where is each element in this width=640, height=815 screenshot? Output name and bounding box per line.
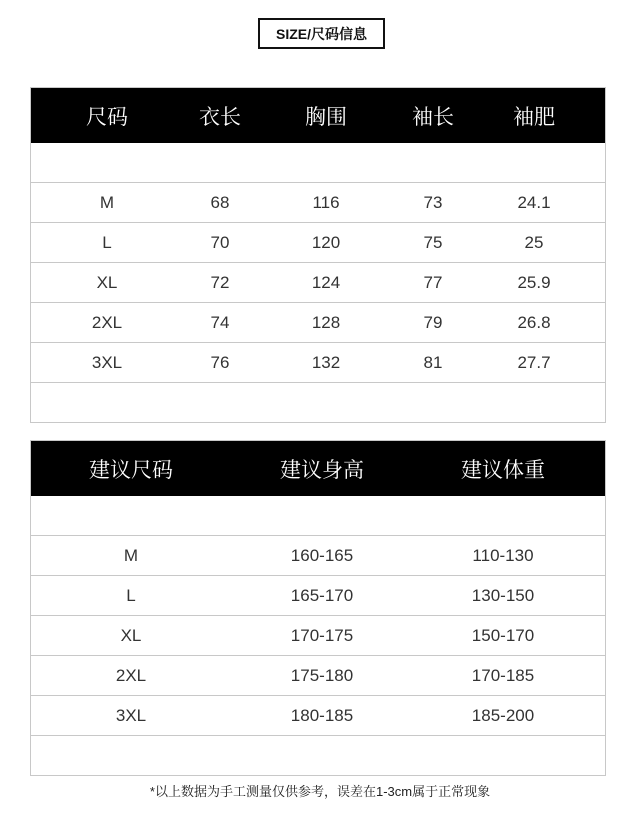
cell-chest: 132 [311, 352, 341, 372]
header-sleeve-length: 袖长 [412, 105, 454, 129]
size-table-header [31, 88, 605, 143]
cell-size: L [126, 585, 136, 605]
header-recommended-size: 建议尺码 [89, 458, 173, 482]
cell-length: 72 [210, 272, 230, 292]
cell-sleeve-width: 25.9 [517, 272, 551, 292]
cell-sleeve-length: 75 [423, 232, 443, 252]
cell-sleeve-width: 24.1 [517, 192, 551, 212]
cell-height: 165-170 [290, 585, 354, 605]
table-row [31, 182, 605, 222]
cell-sleeve-width: 25 [524, 232, 544, 252]
cell-size: L [102, 232, 112, 252]
cell-size: XL [96, 272, 118, 292]
cell-sleeve-length: 77 [423, 272, 443, 292]
table-row [31, 535, 605, 575]
cell-height: 170-175 [290, 625, 354, 645]
page-title: SIZE/尺码信息 [258, 18, 385, 49]
blank-row [31, 496, 605, 535]
cell-chest: 128 [311, 312, 341, 332]
cell-length: 70 [210, 232, 230, 252]
blank-row [31, 382, 605, 422]
table-row [31, 655, 605, 695]
cell-size: M [123, 545, 139, 565]
table-row [31, 575, 605, 615]
blank-row [31, 735, 605, 775]
table-row [31, 302, 605, 342]
cell-size: 3XL [91, 352, 123, 372]
table-row [31, 262, 605, 302]
cell-chest: 120 [311, 232, 341, 252]
cell-weight: 170-185 [471, 665, 535, 685]
cell-length: 68 [210, 192, 230, 212]
header-recommended-height: 建议身高 [280, 458, 364, 482]
table-row [31, 615, 605, 655]
cell-chest: 116 [312, 192, 340, 212]
table-row [31, 222, 605, 262]
cell-sleeve-width: 27.7 [517, 352, 551, 372]
cell-length: 74 [210, 312, 230, 332]
cell-size: XL [120, 625, 142, 645]
cell-size: 3XL [115, 705, 147, 725]
cell-sleeve-width: 26.8 [517, 312, 551, 332]
cell-size: 2XL [115, 665, 147, 685]
header-sleeve-width: 袖肥 [513, 105, 555, 129]
table-row [31, 342, 605, 382]
recommend-table-header [31, 441, 605, 496]
cell-length: 76 [210, 352, 230, 372]
cell-weight: 110-130 [472, 545, 534, 565]
cell-size: M [99, 192, 115, 212]
cell-size: 2XL [91, 312, 123, 332]
header-size: 尺码 [86, 105, 128, 129]
header-chest: 胸围 [305, 105, 347, 129]
blank-row [31, 143, 605, 182]
measurement-footnote: *以上数据为手工测量仅供参考，误差在1-3cm属于正常现象 [149, 784, 491, 799]
cell-chest: 124 [311, 272, 341, 292]
recommend-table [30, 440, 606, 776]
table-row [31, 695, 605, 735]
header-recommended-weight: 建议体重 [461, 458, 545, 482]
cell-sleeve-length: 81 [423, 352, 443, 372]
size-table [30, 87, 606, 423]
cell-height: 180-185 [290, 705, 354, 725]
cell-sleeve-length: 79 [423, 312, 443, 332]
cell-height: 175-180 [290, 665, 354, 685]
cell-sleeve-length: 73 [423, 192, 443, 212]
cell-weight: 185-200 [471, 705, 535, 725]
cell-weight: 150-170 [471, 625, 535, 645]
cell-height: 160-165 [290, 545, 354, 565]
header-length: 衣长 [199, 105, 241, 129]
cell-weight: 130-150 [471, 585, 535, 605]
